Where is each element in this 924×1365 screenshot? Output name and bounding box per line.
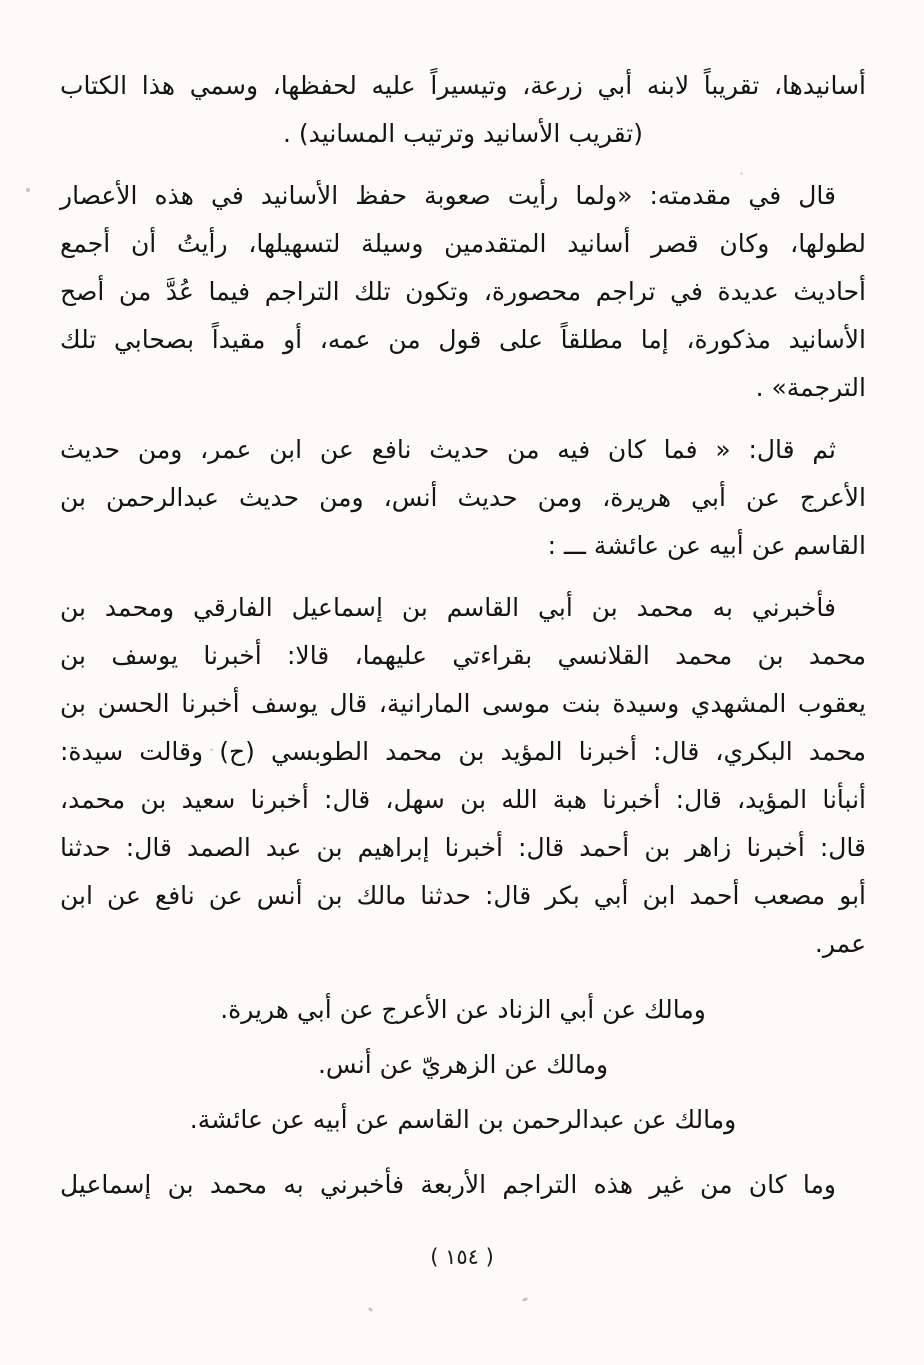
- text-line: (تقريب الأسانيد وترتيب المسانيد) .: [283, 119, 643, 148]
- text-line: عمر.: [814, 929, 866, 958]
- paragraph-thumma-qala: [60, 426, 866, 570]
- text-line: الأسانيد مذكورة، إما مطلقاً على قول من عمه، أو مقيداً بصحابي تلك: [60, 325, 866, 354]
- text-line: الترجمة» .: [755, 373, 866, 402]
- paragraph-isnad-chain: [60, 584, 866, 968]
- text-block: [60, 62, 866, 1223]
- text-line: قال في مقدمته: «ولما رأيت صعوبة حفظ الأسانيد في هذه الأعصار: [60, 181, 836, 210]
- text-line: أحاديث عديدة في تراجم محصورة، وتكون تلك التراجم فيما عُدَّ من أصح: [60, 277, 866, 306]
- list-item: ومالك عن الزهريّ عن أنس.: [317, 1050, 609, 1079]
- text-line: محمد البكري، قال: أخبرنا المؤيد بن محمد الطوبسي (ح) وقالت سيدة:: [60, 737, 866, 766]
- text-line: أنبأنا المؤيد، قال: أخبرنا هبة الله بن سهل، قال: أخبرنا سعيد بن محمد،: [60, 785, 866, 814]
- text-line: أبو مصعب أحمد ابن أبي بكر قال: حدثنا مالك بن أنس عن نافع عن ابن: [60, 881, 866, 910]
- text-line: الأعرج عن أبي هريرة، ومن حديث أنس، ومن حديث عبدالرحمن بن: [60, 483, 866, 512]
- scan-speck: [740, 172, 743, 175]
- text-line: ثم قال: « فما كان فيه من حديث نافع عن ابن عمر، ومن حديث: [60, 435, 836, 464]
- list-item: ومالك عن عبدالرحمن بن القاسم عن أبيه عن عائشة.: [189, 1105, 737, 1134]
- page-number: ( ١٥٤ ): [430, 1245, 494, 1269]
- text-line: لطولها، وكان قصر أسانيد المتقدمين وسيلة لتسهيلها، رأيتُ أن أجمع: [60, 229, 866, 258]
- list-item: ومالك عن أبي الزناد عن الأعرج عن أبي هريرة.: [220, 995, 706, 1024]
- scan-speck: [26, 188, 30, 192]
- scan-speck: [368, 1307, 374, 1313]
- paragraph-closing: [60, 1161, 866, 1209]
- text-line: محمد بن محمد القلانسي بقراءتي عليهما، قالا: أخبرنا يوسف بن: [60, 641, 866, 670]
- text-line: وما كان من غير هذه التراجم الأربعة فأخبرني به محمد بن إسماعيل: [60, 1170, 836, 1199]
- text-line: أسانيدها، تقريباً لابنه أبي زرعة، وتيسيراً عليه لحفظها، وسمي هذا الكتاب: [60, 71, 866, 100]
- scan-speck: [522, 1297, 529, 1302]
- paragraph-muqaddima-quote: [60, 172, 866, 412]
- malik-narrations-list: [60, 982, 866, 1147]
- text-line: فأخبرني به محمد بن أبي القاسم بن إسماعيل الفارقي ومحمد بن: [60, 593, 836, 622]
- paragraph-continuation: [60, 62, 866, 158]
- text-line: قال: أخبرنا زاهر بن أحمد قال: أخبرنا إبراهيم بن عبد الصمد قال: حدثنا: [60, 833, 866, 862]
- text-line: القاسم عن أبيه عن عائشة ـــ :: [547, 531, 866, 560]
- scan-speck: [210, 748, 213, 751]
- text-line: يعقوب المشهدي وسيدة بنت موسى المارانية، قال يوسف أخبرنا الحسن بن: [60, 689, 866, 718]
